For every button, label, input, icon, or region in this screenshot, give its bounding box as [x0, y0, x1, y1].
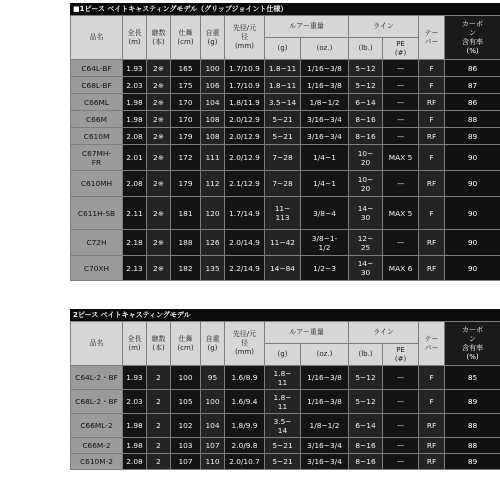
cell-carbon: 88: [445, 438, 500, 454]
header-lure-oz: (oz.): [301, 38, 349, 60]
cell-taper: F: [419, 197, 445, 230]
cell-length: 2.11: [123, 197, 147, 230]
cell-length: 1.93: [123, 366, 147, 390]
cell-pieces: 2: [147, 454, 171, 470]
header-closed-length: 仕舞 (cm): [171, 16, 201, 60]
table-row: [71, 128, 500, 145]
cell-line-lb: 5~12: [349, 366, 383, 390]
cell-line-lb: 5~12: [349, 60, 383, 77]
cell-weight: 100: [201, 60, 225, 77]
cell-carbon: 90: [445, 171, 500, 197]
cell-line-pe: —: [383, 230, 419, 256]
cell-tip: 1.7/10.9: [225, 60, 265, 77]
cell-pieces: 2: [147, 366, 171, 390]
cell-lure-oz: 3/16~3/4: [301, 128, 349, 145]
cell-pieces: 2: [147, 390, 171, 414]
cell-lure-g: 1.8~ 11: [265, 390, 301, 414]
cell-closed: 179: [171, 171, 201, 197]
cell-lure-g: 3.5~14: [265, 94, 301, 111]
cell-taper: RF: [419, 438, 445, 454]
table-row: [71, 94, 500, 111]
header-pieces: 継数 (本): [147, 16, 171, 60]
cell-lure-g: 1.8~11: [265, 60, 301, 77]
cell-name: C68L-2・BF: [71, 390, 123, 414]
table-row: [71, 454, 500, 470]
cell-tip: 1.6/8.9: [225, 366, 265, 390]
cell-lure-g: 11~ 113: [265, 197, 301, 230]
cell-pieces: 2※: [147, 60, 171, 77]
table-row: [71, 366, 500, 390]
two-piece-table-title: 2ピース ベイトキャスティングモデル: [70, 309, 500, 321]
cell-pieces: 2: [147, 414, 171, 438]
table-row: [71, 390, 500, 414]
cell-tip: 2.1/12.9: [225, 171, 265, 197]
cell-length: 1.98: [123, 94, 147, 111]
cell-name: C64L-BF: [71, 60, 123, 77]
cell-weight: 126: [201, 230, 225, 256]
two-piece-spec-panel: [70, 309, 500, 500]
cell-carbon: 89: [445, 390, 500, 414]
cell-line-lb: 8~16: [349, 111, 383, 128]
cell-line-lb: 5~12: [349, 390, 383, 414]
cell-tip: 1.8/11.9: [225, 94, 265, 111]
cell-line-pe: MAX 5: [383, 145, 419, 171]
header-line-pe: PE (#): [383, 38, 419, 60]
cell-lure-g: 1.8~ 11: [265, 366, 301, 390]
cell-weight: 104: [201, 94, 225, 111]
cell-name: C70XH: [71, 256, 123, 281]
cell-lure-g: 1.8~11: [265, 77, 301, 94]
cell-lure-oz: 3/16~3/4: [301, 454, 349, 470]
cell-lure-oz: 1/8~1/2: [301, 414, 349, 438]
cell-name: C68L-BF: [71, 77, 123, 94]
cell-lure-g: 5~21: [265, 128, 301, 145]
cell-name: C610MH: [71, 171, 123, 197]
cell-name: C64L-2・BF: [71, 366, 123, 390]
cell-taper: F: [419, 77, 445, 94]
cell-lure-g: 5~21: [265, 454, 301, 470]
cell-line-lb: 6~14: [349, 94, 383, 111]
cell-lure-oz: 1/16~3/8: [301, 390, 349, 414]
cell-line-lb: 14~ 30: [349, 256, 383, 281]
cell-taper: RF: [419, 414, 445, 438]
cell-weight: 120: [201, 197, 225, 230]
header-taper: テー パー: [419, 16, 445, 60]
cell-weight: 110: [201, 454, 225, 470]
cell-carbon: 85: [445, 366, 500, 390]
cell-closed: 107: [171, 454, 201, 470]
cell-line-pe: —: [383, 77, 419, 94]
cell-closed: 179: [171, 128, 201, 145]
one-piece-table-title: ■1ピース ベイトキャスティングモデル（グリップジョイント仕様）: [70, 3, 500, 15]
header-taper: テー パー: [419, 322, 445, 366]
cell-lure-oz: 3/8~4: [301, 197, 349, 230]
cell-tip: 1.8/9.9: [225, 414, 265, 438]
cell-taper: RF: [419, 454, 445, 470]
cell-length: 2.08: [123, 171, 147, 197]
cell-taper: F: [419, 60, 445, 77]
header-weight: 自重 (g): [201, 322, 225, 366]
header-name: 品名: [71, 16, 123, 60]
cell-closed: 188: [171, 230, 201, 256]
cell-carbon: 89: [445, 454, 500, 470]
cell-taper: F: [419, 366, 445, 390]
cell-lure-oz: 1/4~1: [301, 171, 349, 197]
header-tip-butt-diameter: 先径/元 径 (mm): [225, 322, 265, 366]
one-piece-spec-panel: [70, 3, 500, 300]
table-row: [71, 77, 500, 94]
cell-lure-oz: 1/16~3/8: [301, 60, 349, 77]
cell-lure-oz: 1/2~3: [301, 256, 349, 281]
cell-name: C611H-SB: [71, 197, 123, 230]
cell-taper: F: [419, 111, 445, 128]
cell-carbon: 88: [445, 111, 500, 128]
header-line-pe: PE (#): [383, 344, 419, 366]
cell-closed: 105: [171, 390, 201, 414]
table-row: [71, 256, 500, 281]
cell-closed: 165: [171, 60, 201, 77]
cell-closed: 103: [171, 438, 201, 454]
cell-line-lb: 10~ 20: [349, 171, 383, 197]
cell-closed: 170: [171, 94, 201, 111]
cell-lure-oz: 1/8~1/2: [301, 94, 349, 111]
cell-tip: 2.0/9.8: [225, 438, 265, 454]
header-lure-weight: ルアー重量: [265, 322, 349, 344]
cell-line-lb: 8~16: [349, 128, 383, 145]
table-row: [71, 111, 500, 128]
cell-lure-oz: 3/8~1- 1/2: [301, 230, 349, 256]
cell-line-pe: —: [383, 454, 419, 470]
cell-pieces: 2※: [147, 256, 171, 281]
header-lure-g: (g): [265, 38, 301, 60]
cell-carbon: 90: [445, 230, 500, 256]
cell-tip: 2.0/14.9: [225, 230, 265, 256]
cell-carbon: 90: [445, 197, 500, 230]
header-lure-g: (g): [265, 344, 301, 366]
cell-length: 2.08: [123, 128, 147, 145]
cell-name: C610M: [71, 128, 123, 145]
cell-tip: 2.0/10.7: [225, 454, 265, 470]
cell-taper: RF: [419, 171, 445, 197]
cell-weight: 107: [201, 438, 225, 454]
cell-carbon: 87: [445, 77, 500, 94]
header-length: 全長 (m): [123, 322, 147, 366]
header-weight: 自重 (g): [201, 16, 225, 60]
cell-line-lb: 6~14: [349, 414, 383, 438]
cell-lure-g: 14~84: [265, 256, 301, 281]
cell-name: C66M: [71, 111, 123, 128]
cell-lure-oz: 1/16~3/8: [301, 366, 349, 390]
cell-closed: 175: [171, 77, 201, 94]
cell-taper: F: [419, 145, 445, 171]
cell-lure-oz: 3/16~3/4: [301, 111, 349, 128]
cell-weight: 95: [201, 366, 225, 390]
cell-line-pe: —: [383, 60, 419, 77]
cell-closed: 181: [171, 197, 201, 230]
cell-length: 1.98: [123, 111, 147, 128]
cell-carbon: 90: [445, 256, 500, 281]
cell-line-pe: —: [383, 128, 419, 145]
cell-closed: 100: [171, 366, 201, 390]
table-row: [71, 145, 500, 171]
table-row: [71, 197, 500, 230]
cell-tip: 2.2/14.9: [225, 256, 265, 281]
cell-carbon: 89: [445, 128, 500, 145]
cell-line-pe: —: [383, 438, 419, 454]
cell-pieces: 2※: [147, 94, 171, 111]
cell-line-pe: —: [383, 171, 419, 197]
one-piece-spec-table: [70, 15, 500, 281]
cell-line-pe: —: [383, 414, 419, 438]
cell-length: 1.98: [123, 438, 147, 454]
cell-taper: RF: [419, 256, 445, 281]
cell-line-lb: 14~ 30: [349, 197, 383, 230]
cell-pieces: 2※: [147, 128, 171, 145]
table-row: [71, 438, 500, 454]
cell-carbon: 90: [445, 145, 500, 171]
header-line: ライン: [349, 16, 419, 38]
cell-pieces: 2※: [147, 145, 171, 171]
cell-length: 1.93: [123, 60, 147, 77]
header-lure-oz: (oz.): [301, 344, 349, 366]
cell-weight: 100: [201, 390, 225, 414]
header-line-lb: (lb.): [349, 38, 383, 60]
header-pieces: 継数 (本): [147, 322, 171, 366]
header-closed-length: 仕舞 (cm): [171, 322, 201, 366]
cell-tip: 1.7/14.9: [225, 197, 265, 230]
cell-name: C66M-2: [71, 438, 123, 454]
cell-weight: 108: [201, 128, 225, 145]
cell-length: 2.01: [123, 145, 147, 171]
cell-length: 2.18: [123, 230, 147, 256]
cell-closed: 182: [171, 256, 201, 281]
cell-lure-g: 7~28: [265, 145, 301, 171]
cell-taper: RF: [419, 94, 445, 111]
cell-pieces: 2※: [147, 197, 171, 230]
cell-line-lb: 5~12: [349, 77, 383, 94]
cell-name: C66ML: [71, 94, 123, 111]
cell-lure-g: 11~42: [265, 230, 301, 256]
header-line-lb: (lb.): [349, 344, 383, 366]
cell-length: 2.03: [123, 390, 147, 414]
cell-lure-oz: 1/4~1: [301, 145, 349, 171]
cell-weight: 135: [201, 256, 225, 281]
table-row: [71, 414, 500, 438]
cell-weight: 104: [201, 414, 225, 438]
cell-weight: 106: [201, 77, 225, 94]
cell-pieces: 2: [147, 438, 171, 454]
cell-lure-g: 5~21: [265, 111, 301, 128]
cell-name: C66ML-2: [71, 414, 123, 438]
cell-line-lb: 8~16: [349, 438, 383, 454]
cell-closed: 170: [171, 111, 201, 128]
cell-tip: 2.0/12.9: [225, 111, 265, 128]
cell-weight: 108: [201, 111, 225, 128]
cell-name: C610M-2: [71, 454, 123, 470]
header-name: 品名: [71, 322, 123, 366]
cell-carbon: 86: [445, 60, 500, 77]
cell-pieces: 2※: [147, 77, 171, 94]
header-tip-butt-diameter: 先径/元 径 (mm): [225, 16, 265, 60]
two-piece-spec-table: [70, 321, 500, 470]
cell-line-pe: —: [383, 390, 419, 414]
cell-pieces: 2※: [147, 171, 171, 197]
cell-lure-g: 5~21: [265, 438, 301, 454]
cell-line-lb: 8~16: [349, 454, 383, 470]
table-row: [71, 60, 500, 77]
header-lure-weight: ルアー重量: [265, 16, 349, 38]
cell-line-pe: —: [383, 111, 419, 128]
cell-pieces: 2※: [147, 230, 171, 256]
cell-carbon: 86: [445, 94, 500, 111]
cell-line-lb: 10~ 20: [349, 145, 383, 171]
header-carbon: カーボ ン 含有率 (%): [445, 16, 500, 60]
cell-name: C67MH- FR: [71, 145, 123, 171]
cell-weight: 111: [201, 145, 225, 171]
cell-line-pe: MAX 6: [383, 256, 419, 281]
cell-name: C72H: [71, 230, 123, 256]
cell-taper: RF: [419, 128, 445, 145]
table-row: [71, 230, 500, 256]
cell-weight: 112: [201, 171, 225, 197]
cell-length: 2.03: [123, 77, 147, 94]
cell-tip: 2.0/12.9: [225, 145, 265, 171]
cell-taper: RF: [419, 230, 445, 256]
cell-tip: 1.7/10.9: [225, 77, 265, 94]
cell-pieces: 2※: [147, 111, 171, 128]
cell-carbon: 88: [445, 414, 500, 438]
cell-tip: 2.0/12.9: [225, 128, 265, 145]
cell-lure-oz: 1/16~3/8: [301, 77, 349, 94]
header-line: ライン: [349, 322, 419, 344]
cell-closed: 172: [171, 145, 201, 171]
cell-line-lb: 12~ 25: [349, 230, 383, 256]
cell-closed: 102: [171, 414, 201, 438]
cell-length: 2.13: [123, 256, 147, 281]
cell-line-pe: —: [383, 94, 419, 111]
cell-lure-g: 3.5~ 14: [265, 414, 301, 438]
header-length: 全長 (m): [123, 16, 147, 60]
cell-lure-g: 7~28: [265, 171, 301, 197]
cell-length: 2.08: [123, 454, 147, 470]
cell-line-pe: —: [383, 366, 419, 390]
cell-length: 1.98: [123, 414, 147, 438]
cell-line-pe: MAX 5: [383, 197, 419, 230]
header-carbon: カーボ ン 含有率 (%): [445, 322, 500, 366]
table-row: [71, 171, 500, 197]
cell-lure-oz: 3/16~3/4: [301, 438, 349, 454]
cell-taper: F: [419, 390, 445, 414]
cell-tip: 1.6/9.4: [225, 390, 265, 414]
